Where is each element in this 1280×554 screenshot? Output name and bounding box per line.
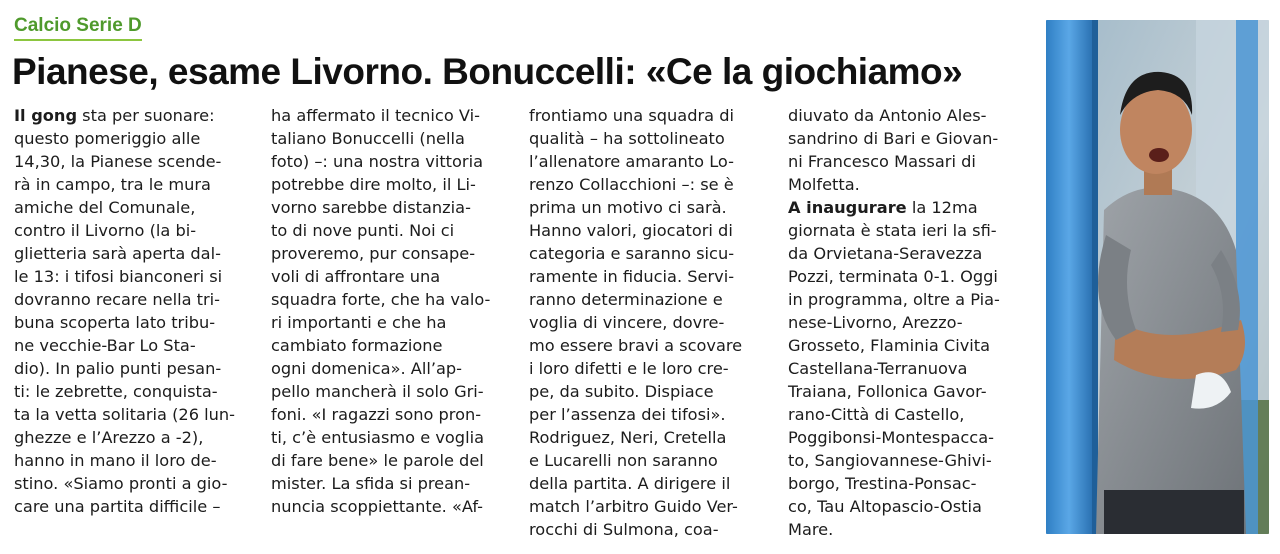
paragraph-text: frontiamo una squadra di qualità – ha sottolineato l’allenatore amaranto Lo- renzo Collacchioni –: se è prima un motivo ci sarà. Hanno valori, giocatori di categoria e saranno sicu- ramente in fiducia. Servi- ranno determinazione e voglia di vincere, dovre- mo essere bravi a scovare i loro difetti e le loro cre- pe, da subito. Dispiace per l’assenza dei tifosi». Rodriguez, Neri, Cretella e Lucarelli non saranno della partita. A dirigere il match l’arbitro Guido Ver- rocchi di Sulmona, coa- bbox=[529, 106, 743, 539]
paragraph-2 bbox=[788, 196, 1022, 541]
paragraph-text: sta per suonare: questo pomeriggio alle 14,30, la Pianese scende- rà in campo, tra le mura amiche del Comunale, contro il Livorno (la bi- glietteria sarà aperta dal- le 13: i tifosi bianconeri si dovranno recare nella tri- buna scoperta lato tribu- ne vecchie-Bar Lo Sta- dio). In palio punti pesan- ti: le zebrette, conquista- ta la vetta solitaria (26 lun- ghezze e l’Arezzo a -2), hanno in mano il loro de- stino. «Siamo pronti a gio- care una partita difficile – bbox=[14, 106, 236, 516]
article-column-4 bbox=[788, 104, 1022, 541]
article-column-2 bbox=[271, 104, 505, 518]
lead-in: Il gong bbox=[14, 106, 78, 125]
coach-photo bbox=[1046, 20, 1269, 534]
paragraph-text: diuvato da Antonio Ales- sandrino di Bari e Giovan- ni Francesco Massari di Molfetta. bbox=[788, 106, 999, 194]
lead-in: A inaugurare bbox=[788, 198, 907, 217]
article-column-3 bbox=[529, 104, 763, 541]
paragraph-text: ha affermato il tecnico Vi- taliano Bonuccelli (nella foto) –: una nostra vittoria potrebbe dire molto, il Li- vorno sarebbe distanzia- to di nove punti. Noi ci proveremo, pur consape- voli di affrontare una squadra forte, che ha valo- ri importanti e che ha cambiato formazione ogni domenica». All’ap- pello mancherà il solo Gri- foni. «I ragazzi sono pron- ti, c’è entusiasmo e voglia di fare bene» le parole del mister. La sfida si prean- nuncia scoppiettante. «Af- bbox=[271, 106, 491, 516]
paragraph-text: la 12ma giornata è stata ieri la sfi- da Orvietana-Seravezza Pozzi, terminata 0-1. Oggi in programma, oltre a Pia- nese-Livorno, Arezzo- Grosseto, Flaminia Civita Castellana-Terranuova Traiana, Follonica Gavor- rano-Città di Castello, Poggibonsi-Montespacca- to, Sangiovannese-Ghivi- borgo, Trestina-Ponsac- co, Tau Altopascio-Ostia Mare. bbox=[788, 198, 1000, 539]
section-label: Calcio Serie D bbox=[14, 16, 142, 41]
article-column-1 bbox=[14, 104, 248, 518]
headline: Pianese, esame Livorno. Bonuccelli: «Ce la giochiamo» bbox=[12, 51, 963, 92]
paragraph-1 bbox=[14, 104, 248, 518]
